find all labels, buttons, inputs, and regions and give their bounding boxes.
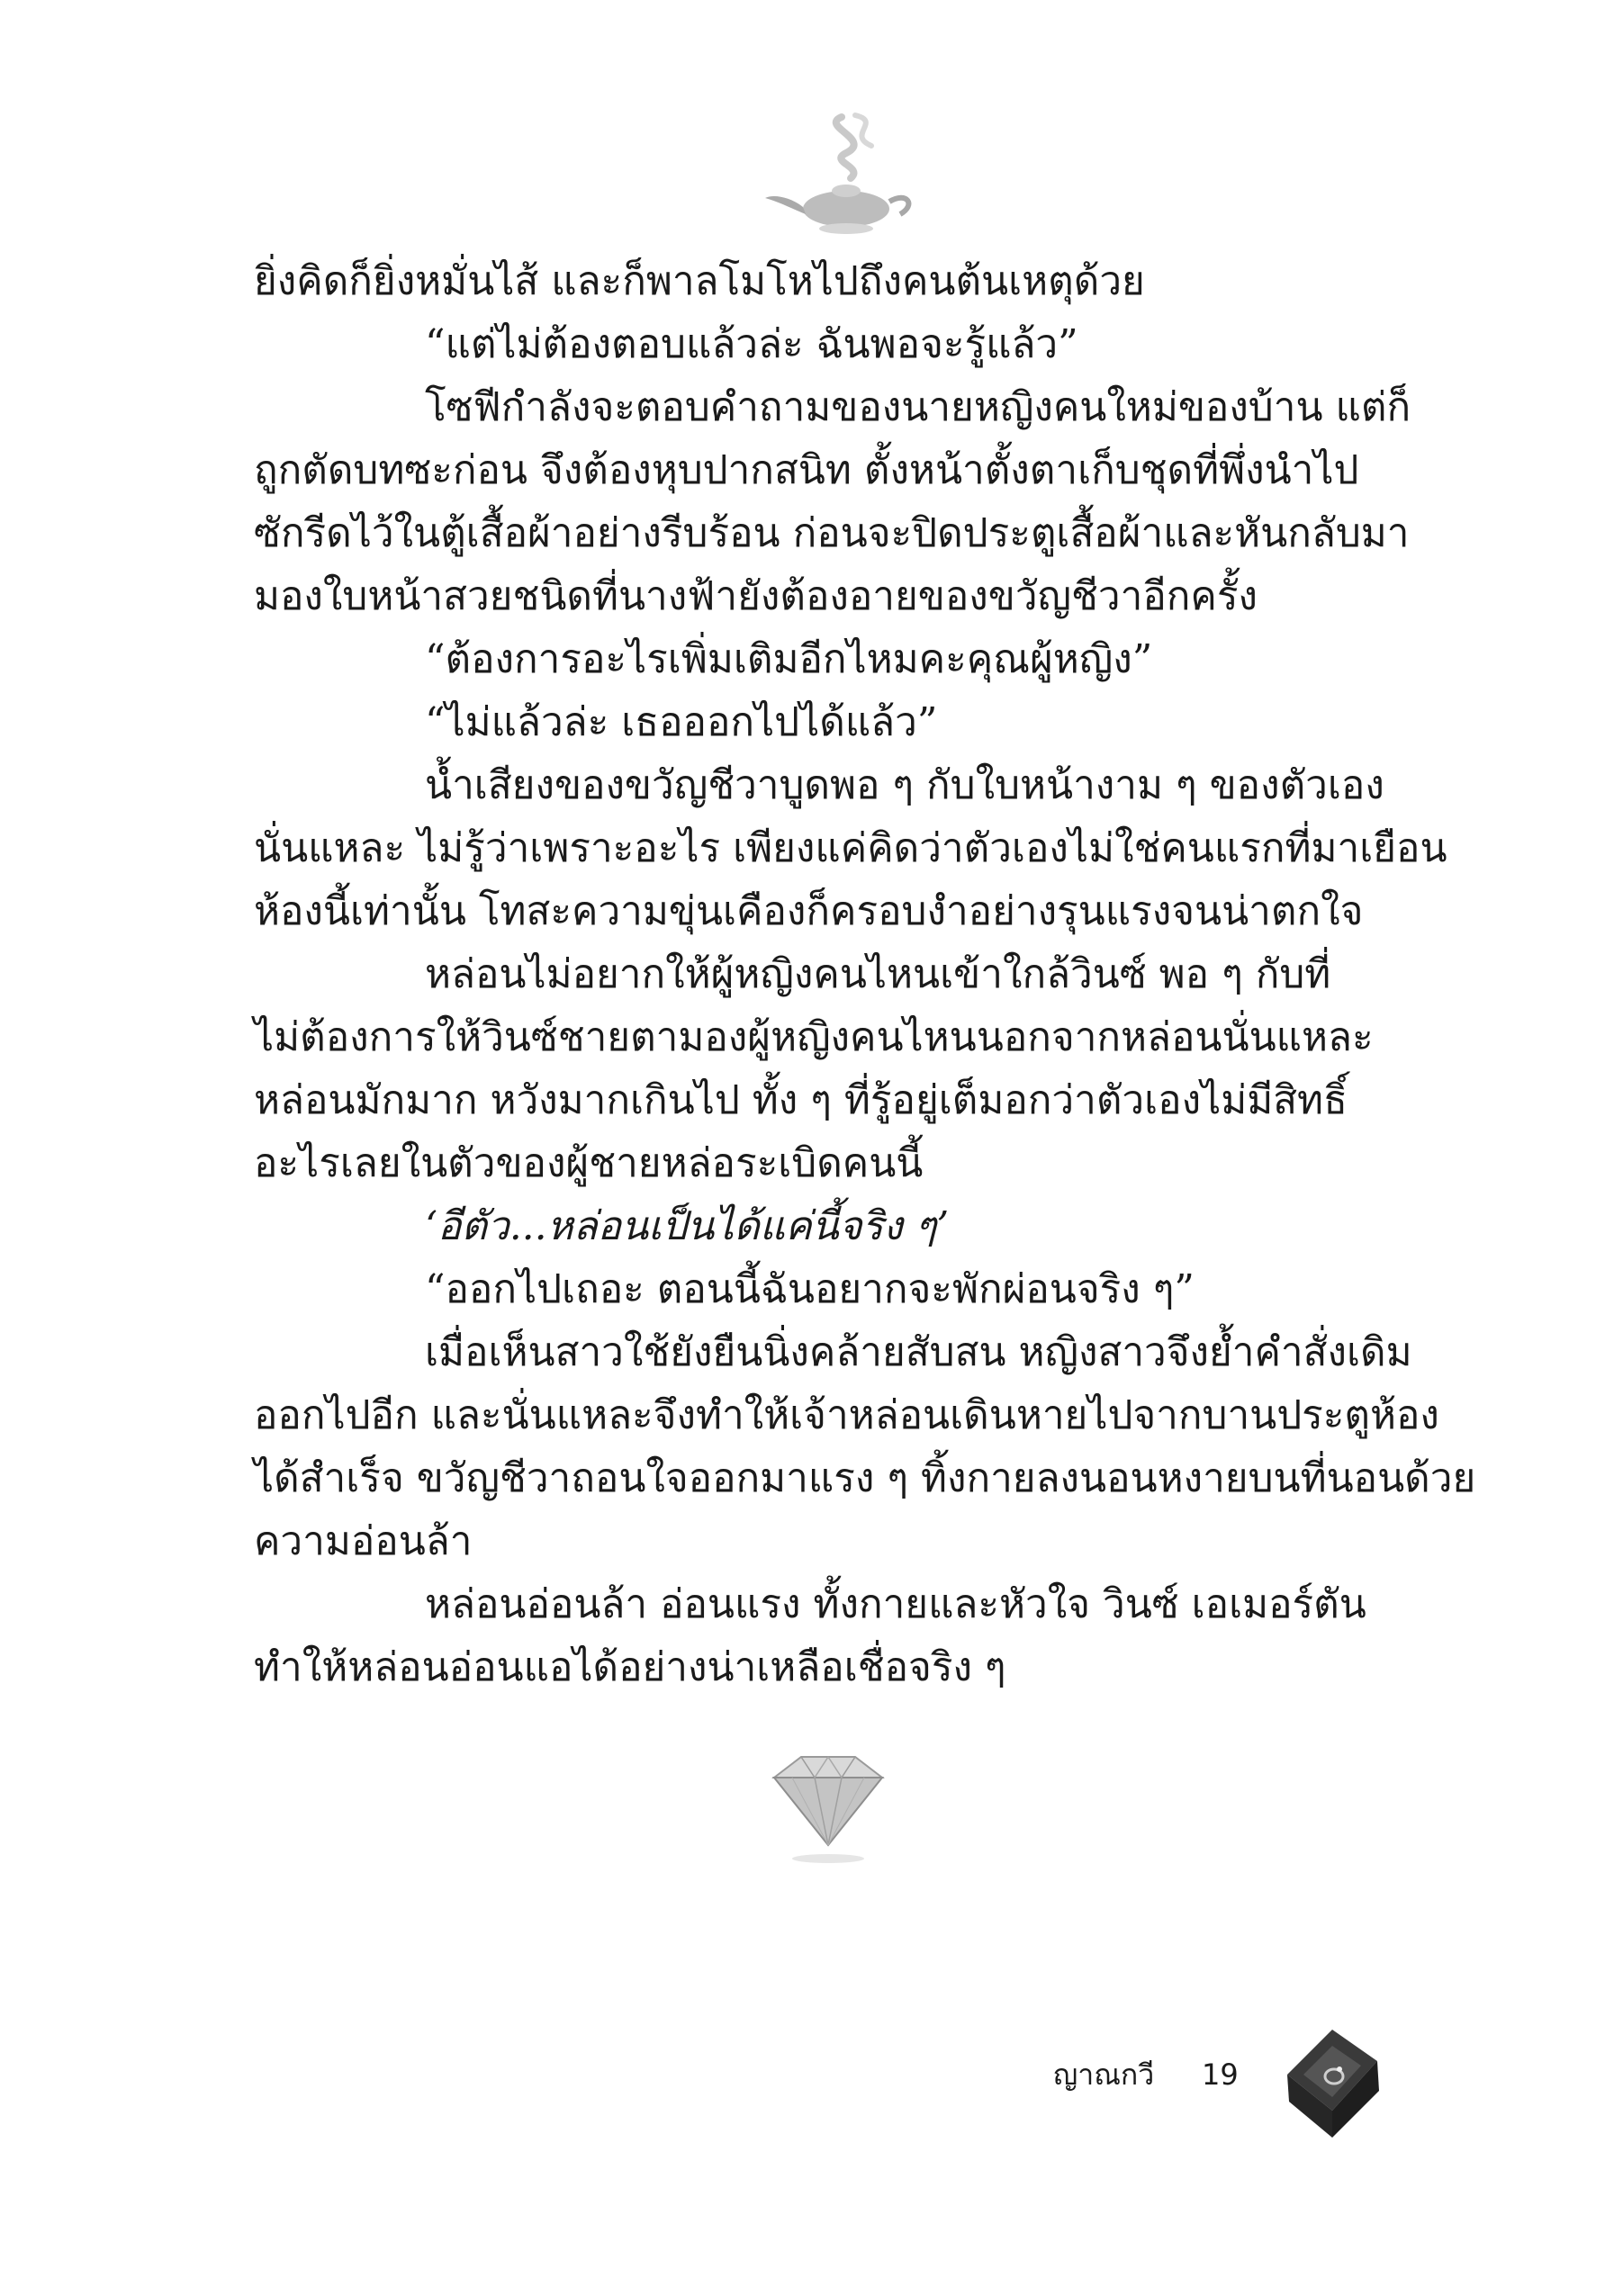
text-line: โซฟีกำลังจะตอบคำถามของนายหญิงคนใหม่ของบ้าน แต่ก็ xyxy=(425,384,1411,430)
diamond-icon xyxy=(747,1737,909,1872)
text-line: เมื่อเห็นสาวใช้ยังยืนนิ่งคล้ายสับสน หญิงสาวจึงย้ำคำสั่งเดิม xyxy=(425,1329,1412,1375)
text-line: นั่นแหละ ไม่รู้ว่าเพราะอะไร เพียงแค่คิดว่าตัวเองไม่ใช่คนแรกที่มาเยือน xyxy=(254,825,1447,871)
text-line: “แต่ไม่ต้องตอบแล้วล่ะ ฉันพอจะรู้แล้ว” xyxy=(425,321,1078,367)
text-line: น้ำเสียงของขวัญชีวาบูดพอ ๆ กับใบหน้างาม ๆ ของตัวเอง xyxy=(425,762,1384,808)
ring-box-icon xyxy=(1269,2012,1395,2147)
text-line: ซักรีดไว้ในตู้เสื้อผ้าอย่างรีบร้อน ก่อนจะปิดประตูเสื้อผ้าและหันกลับมา xyxy=(254,510,1410,556)
body-text xyxy=(254,250,1476,1699)
text-line: อะไรเลยในตัวของผู้ชายหล่อระเบิดคนนี้ xyxy=(254,1140,924,1186)
text-line: “ต้องการอะไรเพิ่มเติมอีกไหมคะคุณผู้หญิง” xyxy=(425,636,1153,682)
text-line: หล่อนไม่อยากให้ผู้หญิงคนไหนเข้าใกล้วินซ์ พอ ๆ กับที่ xyxy=(425,951,1331,997)
text-line: ถูกตัดบทซะก่อน จึงต้องหุบปากสนิท ตั้งหน้าตั้งตาเก็บชุดที่พึ่งนำไป xyxy=(254,447,1359,493)
text-line: ทำให้หล่อนอ่อนแอได้อย่างน่าเหลือเชื่อจริง ๆ xyxy=(254,1644,1006,1690)
text-line: ความอ่อนล้า xyxy=(254,1518,473,1564)
text-line: ได้สำเร็จ ขวัญชีวาถอนใจออกมาแรง ๆ ทิ้งกายลงนอนหงายบนที่นอนด้วย xyxy=(254,1455,1476,1501)
text-line: “ออกไปเถอะ ตอนนี้ฉันอยากจะพักผ่อนจริง ๆ” xyxy=(425,1266,1195,1312)
text-line: ออกไปอีก และนั่นแหละจึงทำให้เจ้าหล่อนเดินหายไปจากบานประตูห้อง xyxy=(254,1392,1439,1438)
author-name: ญาณกวี xyxy=(1053,2057,1155,2092)
text-line: ยิ่งคิดก็ยิ่งหมั่นไส้ และก็พาลโมโหไปถึงคนต้นเหตุด้วย xyxy=(254,258,1145,304)
text-line: ‘อีตัว...หล่อนเป็นได้แค่นี้จริง ๆ’ xyxy=(425,1203,950,1249)
text-line: หล่อนอ่อนล้า อ่อนแรง ทั้งกายและหัวใจ วินซ์ เอเมอร์ตัน xyxy=(425,1581,1366,1627)
text-line: มองใบหน้าสวยชนิดที่นางฟ้ายังต้องอายของขวัญชีวาอีกครั้ง xyxy=(254,573,1258,619)
page-number: 19 xyxy=(1202,2057,1239,2092)
text-line: ห้องนี้เท่านั้น โทสะความขุ่นเคืองก็ครอบงำอย่างรุนแรงจนน่าตกใจ xyxy=(254,888,1364,934)
text-line: “ไม่แล้วล่ะ เธอออกไปได้แล้ว” xyxy=(425,699,938,745)
genie-lamp-icon xyxy=(756,108,936,243)
text-line: หล่อนมักมาก หวังมากเกินไป ทั้ง ๆ ที่รู้อยู่เต็มอกว่าตัวเองไม่มีสิทธิ์ xyxy=(254,1077,1348,1123)
text-line: ไม่ต้องการให้วินซ์ชายตามองผู้หญิงคนไหนนอกจากหล่อนนั่นแหละ xyxy=(254,1014,1374,1060)
